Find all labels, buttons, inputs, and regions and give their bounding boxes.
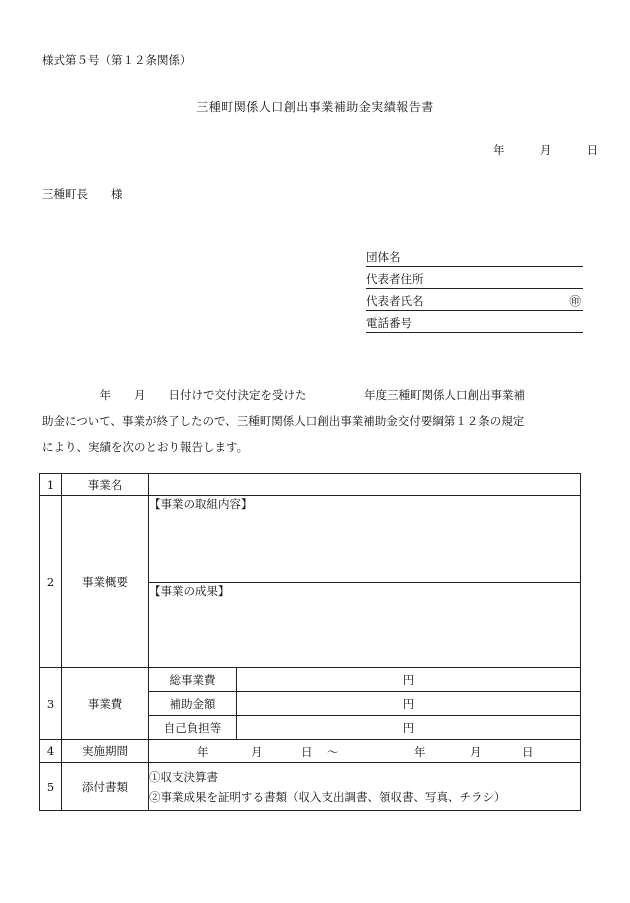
total-cost-label: 総事業費 [149,668,237,692]
start-year: 年 [197,745,209,759]
phone-label: 電話番号 [366,316,412,330]
table-row [40,496,581,583]
attachments-label: 添付書類 [62,763,149,811]
row-number: 3 [40,668,62,740]
report-body [42,382,582,460]
date-day: 日 [586,143,599,157]
end-day: 日 [522,745,534,759]
form-number: 様式第５号（第１２条関係） [42,53,192,67]
end-year: 年 [414,745,426,759]
rep-name-field[interactable] [366,292,583,311]
report-date [493,142,598,158]
attachment-item-1: ①収支決算書 [149,769,218,784]
date-year: 年 [493,143,505,157]
row-number: 1 [40,474,62,496]
start-month: 月 [251,745,263,759]
body-line-2: 助金について、事業が終了したので、三種町関係人口創出事業補助金交付要綱第１２条の規定 [42,414,525,428]
self-burden-field[interactable]: 円 [237,716,581,740]
period-label: 実施期間 [62,740,149,763]
organization-field[interactable] [366,248,583,267]
subsidy-amount-label: 補助金額 [149,692,237,716]
table-row [40,740,581,763]
project-result-field[interactable] [149,583,581,668]
end-month: 月 [470,745,482,759]
attachments-field[interactable] [149,763,581,811]
project-name-label: 事業名 [62,474,149,496]
period-tilde: ～ [327,745,339,759]
addressee: 三種町長 様 [42,187,123,201]
period-field[interactable] [149,740,581,763]
row-number: 5 [40,763,62,811]
rep-address-label: 代表者住所 [366,272,424,286]
content-heading: 【事業の取組内容】 [149,497,253,511]
report-table [39,473,581,811]
table-row [40,474,581,496]
result-heading: 【事業の成果】 [149,584,230,598]
document-title: 三種町関係人口創出事業補助金実績報告書 [196,100,434,114]
row-number: 2 [40,496,62,668]
total-cost-field[interactable]: 円 [237,668,581,692]
body-line-1: 年 月 日付けで交付決定を受けた 年度三種町関係人口創出事業補 [42,388,525,402]
project-summary-label: 事業概要 [62,496,149,668]
date-month: 月 [539,143,552,157]
self-burden-label: 自己負担等 [149,716,237,740]
subsidy-amount-field[interactable]: 円 [237,692,581,716]
organization-label: 団体名 [366,250,401,264]
start-day: 日 [301,745,313,759]
rep-name-label: 代表者氏名 [366,294,424,308]
phone-field[interactable] [366,314,583,333]
seal-mark: ㊞ [569,294,581,308]
table-row [40,763,581,811]
project-name-field[interactable] [149,474,581,496]
project-cost-label: 事業費 [62,668,149,740]
row-number: 4 [40,740,62,763]
project-content-field[interactable] [149,496,581,583]
table-row [40,668,581,692]
body-line-3: により、実績を次のとおり報告します。 [42,440,249,454]
attachment-item-2: ②事業成果を証明する書類（収入支出調書、領収書、写真、チラシ） [149,789,506,804]
rep-address-field[interactable] [366,270,583,289]
